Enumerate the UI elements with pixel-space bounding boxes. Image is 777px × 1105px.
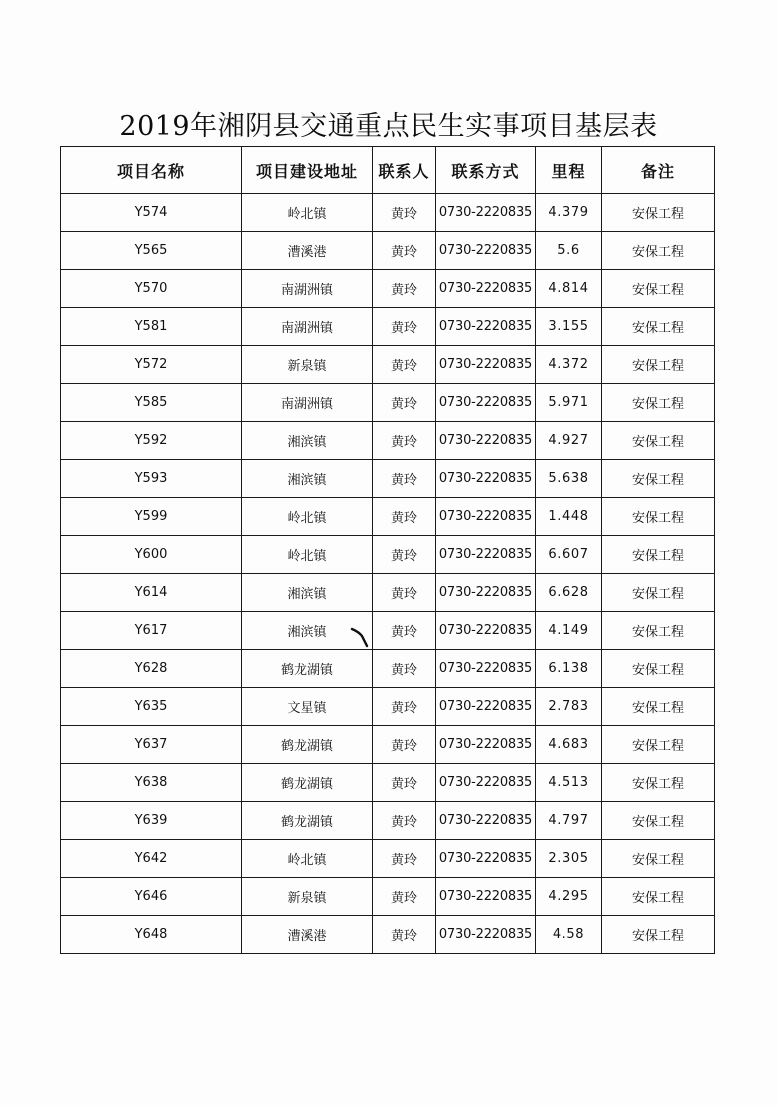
- cell-address: 湘滨镇: [242, 422, 373, 460]
- cell-mileage: 6.607: [536, 536, 602, 574]
- cell-contact: 黄玲: [373, 878, 436, 916]
- cell-project-name: Y585: [61, 384, 242, 422]
- table-row: [61, 916, 715, 954]
- table-row: [61, 802, 715, 840]
- cell-mileage: 5.971: [536, 384, 602, 422]
- cell-note: 安保工程: [602, 574, 715, 612]
- document-title: 2019年湘阴县交通重点民生实事项目基层表: [119, 111, 658, 142]
- cell-note: 安保工程: [602, 916, 715, 954]
- cell-address: 漕溪港: [242, 232, 373, 270]
- cell-note: 安保工程: [602, 536, 715, 574]
- cell-phone: 0730-2220835: [436, 688, 536, 726]
- cell-address: 湘滨镇: [242, 612, 373, 650]
- cell-project-name: Y570: [61, 270, 242, 308]
- table-row: [61, 726, 715, 764]
- cell-phone: 0730-2220835: [436, 346, 536, 384]
- cell-phone: 0730-2220835: [436, 498, 536, 536]
- cell-note: 安保工程: [602, 498, 715, 536]
- cell-mileage: 2.783: [536, 688, 602, 726]
- cell-project-name: Y638: [61, 764, 242, 802]
- cell-note: 安保工程: [602, 650, 715, 688]
- table-row: [61, 346, 715, 384]
- table-header-row: [61, 147, 715, 194]
- cell-mileage: 4.814: [536, 270, 602, 308]
- cell-mileage: 5.6: [536, 232, 602, 270]
- cell-mileage: 4.295: [536, 878, 602, 916]
- cell-mileage: 4.683: [536, 726, 602, 764]
- cell-mileage: 4.58: [536, 916, 602, 954]
- cell-note: 安保工程: [602, 764, 715, 802]
- cell-project-name: Y617: [61, 612, 242, 650]
- cell-mileage: 4.372: [536, 346, 602, 384]
- cell-phone: 0730-2220835: [436, 764, 536, 802]
- cell-project-name: Y599: [61, 498, 242, 536]
- cell-project-name: Y637: [61, 726, 242, 764]
- cell-contact: 黄玲: [373, 726, 436, 764]
- cell-contact: 黄玲: [373, 536, 436, 574]
- cell-note: 安保工程: [602, 802, 715, 840]
- project-table: [60, 146, 715, 954]
- cell-address: 新泉镇: [242, 346, 373, 384]
- cell-project-name: Y628: [61, 650, 242, 688]
- cell-phone: 0730-2220835: [436, 384, 536, 422]
- cell-address: 鹤龙湖镇: [242, 650, 373, 688]
- cell-contact: 黄玲: [373, 916, 436, 954]
- cell-note: 安保工程: [602, 460, 715, 498]
- cell-note: 安保工程: [602, 726, 715, 764]
- table-row: [61, 308, 715, 346]
- cell-address: 鹤龙湖镇: [242, 726, 373, 764]
- cell-phone: 0730-2220835: [436, 726, 536, 764]
- cell-address: 鹤龙湖镇: [242, 764, 373, 802]
- cell-note: 安保工程: [602, 422, 715, 460]
- cell-project-name: Y574: [61, 194, 242, 232]
- table-row: [61, 536, 715, 574]
- cell-project-name: Y614: [61, 574, 242, 612]
- table-row: [61, 878, 715, 916]
- cell-contact: 黄玲: [373, 422, 436, 460]
- cell-phone: 0730-2220835: [436, 612, 536, 650]
- table-row: [61, 194, 715, 232]
- cell-address: 南湖洲镇: [242, 308, 373, 346]
- cell-phone: 0730-2220835: [436, 878, 536, 916]
- cell-phone: 0730-2220835: [436, 422, 536, 460]
- cell-note: 安保工程: [602, 878, 715, 916]
- table-row: [61, 840, 715, 878]
- cell-contact: 黄玲: [373, 384, 436, 422]
- cell-note: 安保工程: [602, 270, 715, 308]
- cell-address: 岭北镇: [242, 498, 373, 536]
- cell-address: 岭北镇: [242, 840, 373, 878]
- cell-note: 安保工程: [602, 612, 715, 650]
- cell-contact: 黄玲: [373, 764, 436, 802]
- table-body: [61, 194, 715, 954]
- table-row: [61, 612, 715, 650]
- cell-phone: 0730-2220835: [436, 916, 536, 954]
- cell-address: 湘滨镇: [242, 460, 373, 498]
- column-header-project-name: 项目名称: [61, 147, 242, 194]
- cell-address: 新泉镇: [242, 878, 373, 916]
- cell-address: 文星镇: [242, 688, 373, 726]
- cell-phone: 0730-2220835: [436, 536, 536, 574]
- cell-contact: 黄玲: [373, 194, 436, 232]
- cell-phone: 0730-2220835: [436, 270, 536, 308]
- cell-note: 安保工程: [602, 688, 715, 726]
- cell-phone: 0730-2220835: [436, 574, 536, 612]
- cell-contact: 黄玲: [373, 308, 436, 346]
- cell-phone: 0730-2220835: [436, 460, 536, 498]
- cell-mileage: 3.155: [536, 308, 602, 346]
- cell-mileage: 4.379: [536, 194, 602, 232]
- cell-contact: 黄玲: [373, 574, 436, 612]
- table-row: [61, 650, 715, 688]
- table-row: [61, 764, 715, 802]
- cell-note: 安保工程: [602, 384, 715, 422]
- cell-mileage: 4.797: [536, 802, 602, 840]
- cell-address: 湘滨镇: [242, 574, 373, 612]
- cell-project-name: Y639: [61, 802, 242, 840]
- table-row: [61, 270, 715, 308]
- column-header-phone: 联系方式: [436, 147, 536, 194]
- cell-phone: 0730-2220835: [436, 840, 536, 878]
- cell-project-name: Y635: [61, 688, 242, 726]
- cell-mileage: 6.138: [536, 650, 602, 688]
- cell-address: 南湖洲镇: [242, 384, 373, 422]
- cell-note: 安保工程: [602, 308, 715, 346]
- cell-note: 安保工程: [602, 840, 715, 878]
- cell-phone: 0730-2220835: [436, 194, 536, 232]
- cell-phone: 0730-2220835: [436, 650, 536, 688]
- cell-project-name: Y572: [61, 346, 242, 384]
- column-header-mileage: 里程: [536, 147, 602, 194]
- table-row: [61, 574, 715, 612]
- cell-note: 安保工程: [602, 194, 715, 232]
- cell-contact: 黄玲: [373, 840, 436, 878]
- cell-project-name: Y581: [61, 308, 242, 346]
- cell-address: 岭北镇: [242, 194, 373, 232]
- cell-project-name: Y648: [61, 916, 242, 954]
- cell-address: 鹤龙湖镇: [242, 802, 373, 840]
- cell-project-name: Y646: [61, 878, 242, 916]
- cell-address: 漕溪港: [242, 916, 373, 954]
- cell-contact: 黄玲: [373, 270, 436, 308]
- table-row: [61, 460, 715, 498]
- cell-mileage: 5.638: [536, 460, 602, 498]
- cell-address: 岭北镇: [242, 536, 373, 574]
- pen-mark: [350, 626, 370, 648]
- cell-contact: 黄玲: [373, 688, 436, 726]
- table-row: [61, 384, 715, 422]
- cell-phone: 0730-2220835: [436, 232, 536, 270]
- cell-mileage: 2.305: [536, 840, 602, 878]
- cell-note: 安保工程: [602, 346, 715, 384]
- cell-phone: 0730-2220835: [436, 802, 536, 840]
- cell-contact: 黄玲: [373, 498, 436, 536]
- table-row: [61, 498, 715, 536]
- cell-contact: 黄玲: [373, 460, 436, 498]
- cell-mileage: 4.513: [536, 764, 602, 802]
- cell-project-name: Y565: [61, 232, 242, 270]
- cell-note: 安保工程: [602, 232, 715, 270]
- table-row: [61, 232, 715, 270]
- cell-contact: 黄玲: [373, 232, 436, 270]
- cell-mileage: 4.149: [536, 612, 602, 650]
- cell-contact: 黄玲: [373, 802, 436, 840]
- cell-mileage: 4.927: [536, 422, 602, 460]
- column-header-contact: 联系人: [373, 147, 436, 194]
- cell-phone: 0730-2220835: [436, 308, 536, 346]
- cell-project-name: Y593: [61, 460, 242, 498]
- table-row: [61, 688, 715, 726]
- cell-contact: 黄玲: [373, 346, 436, 384]
- table-row: [61, 422, 715, 460]
- cell-project-name: Y600: [61, 536, 242, 574]
- column-header-note: 备注: [602, 147, 715, 194]
- cell-address: 南湖洲镇: [242, 270, 373, 308]
- cell-contact: 黄玲: [373, 650, 436, 688]
- cell-project-name: Y642: [61, 840, 242, 878]
- cell-mileage: 1.448: [536, 498, 602, 536]
- cell-project-name: Y592: [61, 422, 242, 460]
- column-header-address: 项目建设地址: [242, 147, 373, 194]
- cell-contact: 黄玲: [373, 612, 436, 650]
- cell-mileage: 6.628: [536, 574, 602, 612]
